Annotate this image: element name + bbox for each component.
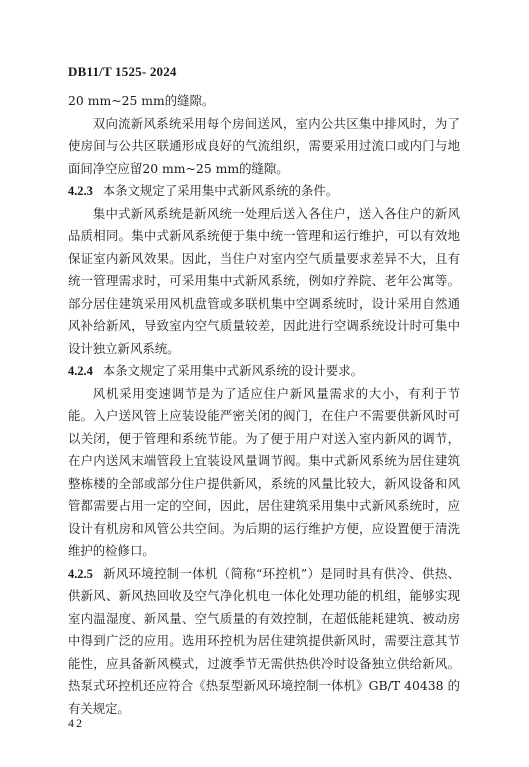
clause-number: 4.2.5 <box>68 566 93 581</box>
clause-number: 4.2.3 <box>68 184 93 198</box>
page-body <box>68 90 460 720</box>
clause-4-2-4-body: 风机采用变速调节是为了适应住户新风量需求的大小，有利于节能。入户送风管上应装设能严密关闭的阀门，在住户不需要供新风时可以关闭，便于管理和系统节能。为了便于用户对送入室内新风的调节，在户内送风末端管段上宜装设风量调节阀。集中式新风系统为居住建筑整栋楼的全部或部分住户提供新风，系统的风量比较大，新风设备和风管都需要占用一定的空间，因此，居住建筑采用集中式新风系统时，应设计有机房和风管公共空间。为后期的运行维护方便，应设置便于清洗维护的检修口。 <box>68 385 460 558</box>
clause-4-2-5-paragraph <box>68 563 460 721</box>
paragraph-two-way-flow: 双向流新风系统采用每个房间送风，室内公共区集中排风时，为了使房间与公共区联通形成良好的气流组织，需要采用过流口或内门与地面间净空应留20 mm~25 mm的缝隙。 <box>68 115 460 176</box>
clause-4-2-4-heading <box>68 360 460 383</box>
standard-code-header: DB11/T 1525- 2024 <box>68 64 177 79</box>
paragraph-continuation: 20 mm~25 mm的缝隙。 <box>68 93 215 108</box>
page-number: 42 <box>68 716 84 730</box>
clause-number: 4.2.4 <box>68 364 93 378</box>
clause-body: 新风环境控制一体机（简称“环控机”）是同时具有供冷、供热、供新风、新风热回收及空气净化机电一体化处理功能的机组，能够实现室内温湿度、新风量、空气质量的有效控制，在超低能耗建筑、被动房中得到广泛的应用。选用环控机为居住建筑提供新风时，需要注意其节能性，应具备新风模式，过渡季节无需供热供冷时设备独立供给新风。热泵式环控机还应符合《热泵型新风环境控制一体机》GB/T 40438 的有关规定。 <box>68 565 460 716</box>
clause-title: 本条文规定了采用集中式新风系统的设计要求。 <box>102 363 363 378</box>
clause-title: 本条文规定了采用集中式新风系统的条件。 <box>102 183 339 198</box>
clause-4-2-3-heading <box>68 180 460 203</box>
clause-4-2-3-body: 集中式新风系统是新风统一处理后送入各住户，送入各住户的新风品质相同。集中式新风系统便于集中统一管理和运行维护，可以有效地保证室内新风效果。因此，当住户对室内空气质量要求差异不大，且有统一管理需求时，可采用集中式新风系统，例如疗养院、老年公寓等。部分居住建筑采用风机盘管或多联机集中空调系统时，设计采用自然通风补给新风，导致室内空气质量较差，因此进行空调系统设计时可集中设计独立新风系统。 <box>68 205 460 356</box>
